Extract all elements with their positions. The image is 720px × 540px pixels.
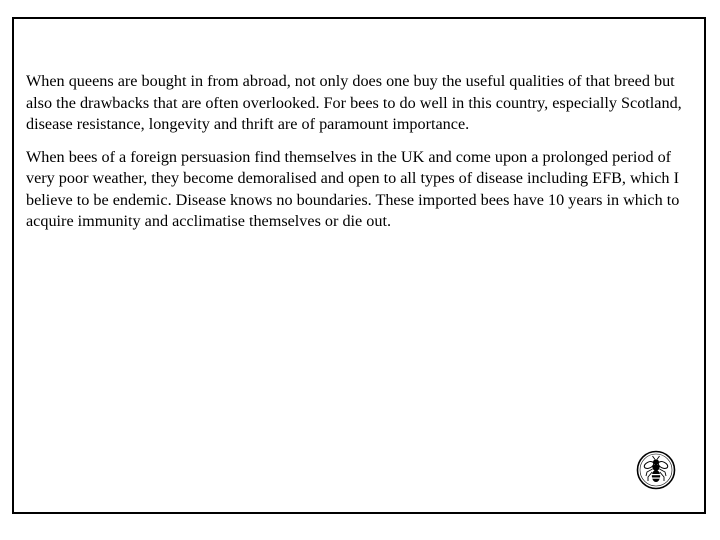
bee-emblem-icon: [636, 450, 676, 490]
paragraph-1: When queens are bought in from abroad, not only does one buy the useful qualities of that breed but also the drawbacks that are often overlooked. For bees to do well in this country, especially Scotland, disease resistance, longevity and thrift are of paramount importance.: [26, 72, 682, 133]
slide-frame: [12, 17, 706, 514]
body-text: [26, 71, 696, 244]
paragraph-2: When bees of a foreign persuasion find themselves in the UK and come upon a prolonged period of very poor weather, they become demoralised and open to all types of disease including EFB, which I believe to be endemic. Disease knows no boundaries. These imported bees have 10 years in which to acquire immunity and acclimatise themselves or die out.: [26, 147, 680, 230]
